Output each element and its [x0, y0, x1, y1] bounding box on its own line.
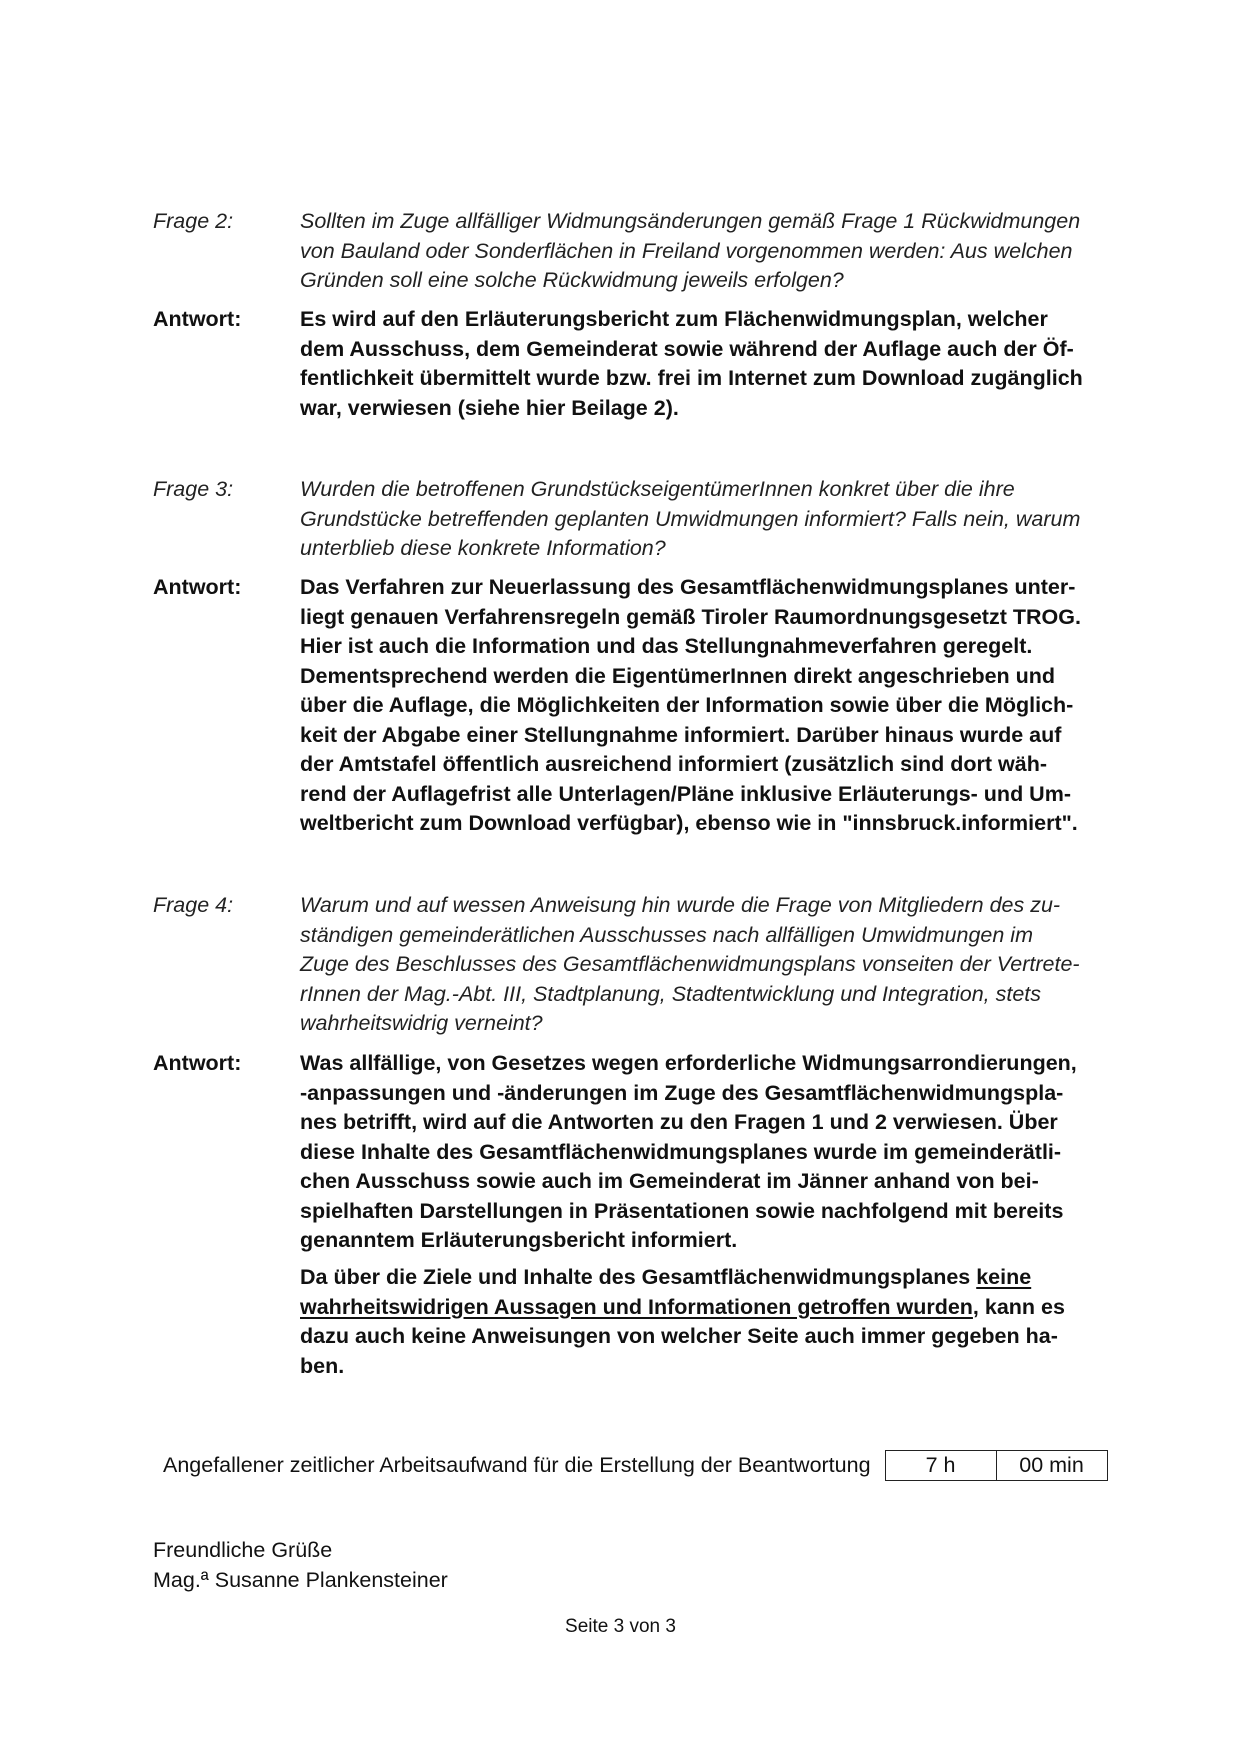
work-effort-label: Angefallener zeitlicher Arbeitsaufwand für die Erstellung der Beantwortung	[163, 1453, 871, 1477]
answer-4-paragraph-2	[153, 1263, 1133, 1381]
text-line: fentlichkeit übermittelt wurde bzw. frei im Internet zum Download zugänglich	[300, 366, 1083, 390]
answer-text	[300, 1049, 1133, 1256]
question-text	[300, 891, 1133, 1039]
question-text	[300, 207, 1133, 296]
closing-block	[153, 1536, 448, 1595]
text-line: spielhaften Darstellungen in Präsentationen sowie nachfolgend mit bereits	[300, 1198, 1064, 1223]
text-line: Warum und auf wessen Anweisung hin wurde die Frage von Mitgliedern des zu-	[300, 893, 1061, 917]
text-segment: Da über die Ziele und Inhalte des Gesamtflächenwidmungsplanes	[300, 1265, 977, 1289]
text-line: Dementsprechend werden die EigentümerInnen direkt angeschrieben und	[300, 663, 1056, 688]
text-line: Hier ist auch die Information und das Stellungnahmeverfahren geregelt.	[300, 634, 1033, 658]
question-4	[153, 891, 1133, 1039]
text-line: dem Ausschuss, dem Gemeinderat sowie während der Auflage auch der Öf-	[300, 336, 1074, 361]
text-line: Was allfällige, von Gesetzes wegen erforderliche Widmungsarrondierungen,	[300, 1051, 1077, 1075]
text-line: dazu auch keine Anweisungen von welcher Seite auch immer gegeben ha-	[300, 1324, 1058, 1348]
text-line: ständigen gemeinderätlichen Ausschusses nach allfälligen Umwidmungen im	[300, 922, 1033, 947]
text-line: chen Ausschuss sowie auch im Gemeinderat im Jänner anhand von bei-	[300, 1169, 1039, 1193]
text-line: rInnen der Mag.-Abt. III, Stadtplanung, Stadtentwicklung und Integration, stets	[300, 981, 1042, 1006]
text-line: -anpassungen und -änderungen im Zuge des Gesamtflächenwidmungspla-	[300, 1080, 1064, 1105]
answer-4	[153, 1049, 1133, 1256]
text-line	[300, 1263, 1133, 1293]
answer-label: Antwort:	[153, 575, 242, 599]
text-line: diese Inhalte des Gesamtflächenwidmungsplanes wurde im gemeinderätli-	[300, 1139, 1062, 1164]
text-line: ben.	[300, 1353, 345, 1378]
question-label: Frage 2:	[153, 209, 234, 233]
text-line: Zuge des Beschlusses des Gesamtflächenwidmungsplans vonseiten der Vertrete-	[300, 952, 1080, 976]
page-number: Seite 3 von 3	[565, 1616, 676, 1637]
text-line: Sollten im Zuge allfälliger Widmungsänderungen gemäß Frage 1 Rückwidmungen	[300, 209, 1081, 233]
answer-text	[300, 1263, 1133, 1381]
text-line: liegt genauen Verfahrensregeln gemäß Tiroler Raumordnungsgesetzt TROG.	[300, 604, 1081, 629]
answer-label: Antwort:	[153, 307, 242, 331]
underlined-text: wahrheitswidrigen Aussagen und Informationen getroffen wurden	[300, 1294, 973, 1319]
answer-label: Antwort:	[153, 1051, 242, 1075]
question-text	[300, 475, 1133, 564]
underlined-text: keine	[976, 1265, 1032, 1289]
text-line: Es wird auf den Erläuterungsbericht zum Flächenwidmungsplan, welcher	[300, 307, 1048, 331]
text-line: Das Verfahren zur Neuerlassung des Gesamtflächenwidmungsplanes unter-	[300, 575, 1076, 599]
text-line: Wurden die betroffenen GrundstückseigentümerInnen konkret über die ihre	[300, 477, 1015, 501]
work-effort-box	[885, 1450, 1108, 1481]
answer-text	[300, 573, 1133, 839]
answer-3	[153, 573, 1133, 839]
text-line: Grundstücke betreffenden geplanten Umwidmungen informiert? Falls nein, warum	[300, 506, 1081, 531]
text-line: unterblieb diese konkrete Information?	[300, 536, 666, 560]
answer-2	[153, 305, 1133, 423]
text-line: rend der Auflagefrist alle Unterlagen/Pläne inklusive Erläuterungs- und Um-	[300, 781, 1071, 806]
text-line: von Bauland oder Sonderflächen in Freiland vorgenommen werden: Aus welchen	[300, 238, 1073, 263]
answer-text	[300, 305, 1133, 423]
text-line: weltbericht zum Download verfügbar), ebenso wie in "innsbruck.informiert".	[300, 811, 1078, 835]
text-line: Gründen soll eine solche Rückwidmung jeweils erfolgen?	[300, 268, 844, 292]
question-3	[153, 475, 1133, 564]
text-line: nes betrifft, wird auf die Antworten zu den Fragen 1 und 2 verwiesen. Über	[300, 1110, 1058, 1134]
text-line	[300, 1293, 1133, 1323]
text-segment: , kann es	[972, 1294, 1065, 1319]
greeting: Freundliche Grüße	[153, 1538, 333, 1562]
question-label: Frage 3:	[153, 477, 234, 501]
question-label: Frage 4:	[153, 893, 234, 917]
question-2	[153, 207, 1133, 296]
text-line: über die Auflage, die Möglichkeiten der Information sowie über die Möglich-	[300, 693, 1074, 717]
text-line: war, verwiesen (siehe hier Beilage 2).	[300, 395, 679, 420]
text-line: wahrheitswidrig verneint?	[300, 1011, 543, 1035]
work-effort-row	[163, 1450, 1108, 1481]
signature-name: Mag.ª Susanne Plankensteiner	[153, 1567, 448, 1592]
effort-minutes: 00 min	[1019, 1453, 1084, 1477]
text-line: keit der Abgabe einer Stellungnahme informiert. Darüber hinaus wurde auf	[300, 722, 1062, 747]
effort-hours: 7 h	[886, 1451, 997, 1480]
text-line: der Amtstafel öffentlich ausreichend informiert (zusätzlich sind dort wäh-	[300, 752, 1048, 776]
text-line: genanntem Erläuterungsbericht informiert.	[300, 1228, 738, 1252]
